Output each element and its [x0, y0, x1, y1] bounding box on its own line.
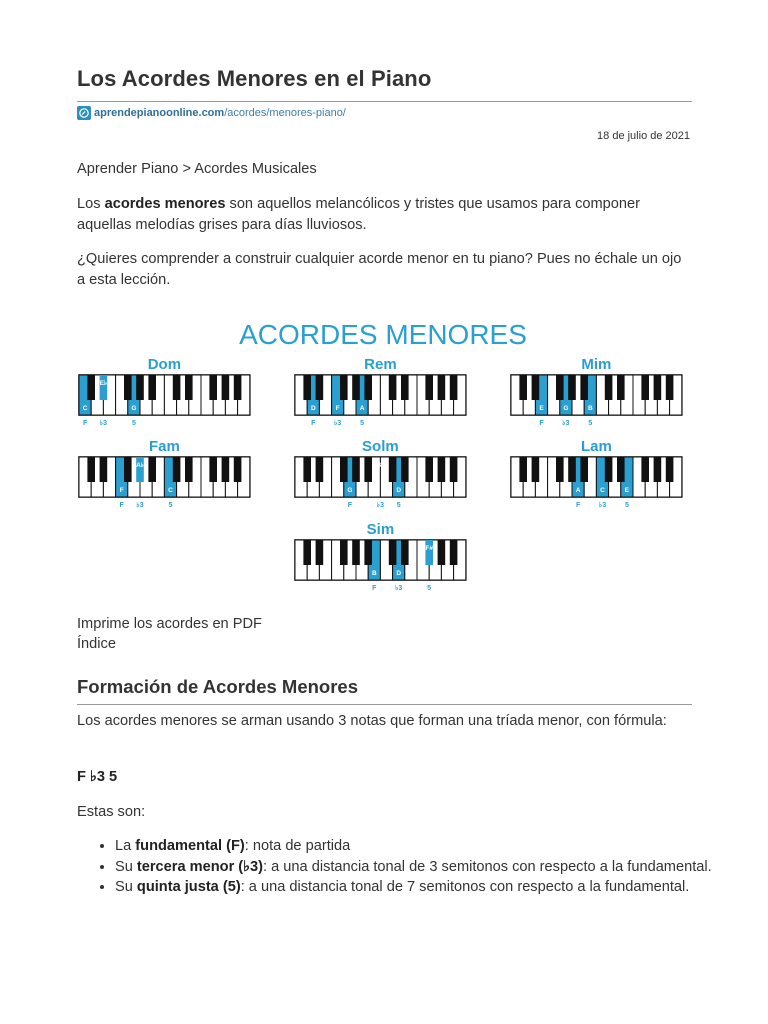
chord-panel — [79, 356, 250, 427]
figure-title: ACORDES MENORES — [239, 319, 527, 350]
chord-panels — [79, 356, 682, 592]
black-key — [148, 457, 156, 482]
black-key — [209, 457, 217, 482]
black-key — [124, 375, 132, 400]
degree-label: ♭3 — [136, 502, 144, 509]
list-item — [115, 836, 715, 857]
black-key — [234, 375, 242, 400]
black-key — [654, 457, 662, 482]
publish-date: 18 de julio de 2021 — [597, 130, 690, 142]
black-key — [303, 540, 311, 565]
page-title: Los Acordes Menores en el Piano — [77, 66, 432, 91]
title-divider — [77, 101, 692, 102]
black-key — [568, 457, 576, 482]
note-label: C — [82, 405, 88, 412]
black-key — [209, 375, 217, 400]
chord-name: Solm — [362, 438, 399, 455]
list-item-term: quinta justa (5) — [136, 879, 241, 895]
black-key — [185, 457, 193, 482]
chord-panel — [295, 521, 466, 592]
chord-formula: F ♭3 5 — [77, 769, 118, 785]
source-domain[interactable]: aprendepianoonline.com — [94, 107, 225, 119]
black-key — [438, 375, 446, 400]
black-key — [352, 375, 360, 400]
black-key — [185, 375, 193, 400]
black-key — [617, 457, 625, 482]
black-key — [519, 457, 527, 482]
black-key — [352, 457, 360, 482]
degree-label: 5 — [131, 420, 136, 427]
note-label: B — [587, 405, 593, 412]
note-label: G — [131, 405, 137, 412]
degree-label: 5 — [427, 585, 432, 592]
black-key — [173, 375, 181, 400]
question-paragraph: ¿Quieres comprender a construir cualquier acorde menor en tu piano? Pues no échale un ojo a esta lección. — [77, 251, 682, 288]
black-key — [641, 457, 649, 482]
black-key — [556, 375, 564, 400]
degree-label: F — [119, 502, 124, 509]
black-key — [352, 540, 360, 565]
black-key — [568, 375, 576, 400]
note-label: F — [119, 487, 124, 494]
note-label: A♭ — [136, 462, 144, 469]
black-key — [316, 540, 324, 565]
black-key — [364, 375, 372, 400]
black-key — [425, 457, 433, 482]
black-key — [401, 540, 409, 565]
note-label: D — [310, 405, 316, 412]
degree-label: ♭3 — [395, 585, 403, 592]
note-label: D — [396, 570, 402, 577]
degree-label: 5 — [588, 420, 593, 427]
black-key — [654, 375, 662, 400]
note-label: A — [575, 487, 581, 494]
degree-label: ♭3 — [99, 420, 108, 427]
black-key — [222, 375, 230, 400]
interval-list — [77, 836, 715, 898]
chord-panel — [79, 438, 250, 509]
degree-label: F — [347, 502, 353, 509]
chord-name: Fam — [148, 438, 180, 455]
note-label: E — [624, 487, 630, 494]
black-key — [87, 375, 95, 400]
note-label: B — [371, 570, 377, 577]
black-key — [124, 457, 132, 482]
black-key — [316, 457, 324, 482]
note-label: E — [539, 405, 544, 412]
black-key — [389, 457, 397, 482]
black-key — [364, 457, 372, 482]
note-label: E♭ — [99, 380, 108, 387]
black-key — [425, 540, 433, 565]
black-key — [303, 375, 311, 400]
black-key — [389, 540, 397, 565]
black-key — [136, 457, 144, 482]
black-key — [605, 457, 613, 482]
list-item-term: fundamental (F) — [135, 838, 245, 854]
black-key — [100, 457, 108, 482]
black-key — [666, 457, 674, 482]
black-key — [340, 540, 348, 565]
section-heading: Formación de Acordes Menores — [77, 676, 358, 697]
degree-label: ♭3 — [562, 420, 570, 427]
black-key — [532, 375, 540, 400]
chord-name: Sim — [366, 521, 395, 538]
black-key — [136, 375, 144, 400]
black-key — [556, 457, 564, 482]
chord-name: Mim — [581, 356, 612, 373]
list-item — [115, 857, 715, 878]
note-label: F — [335, 405, 340, 412]
list-item-prefix: La — [115, 838, 136, 854]
chord-panel — [295, 438, 466, 509]
intro-text-after: son aquellos melancólicos y tristes que usamos para componer aquellas melodías grises para días lluviosos. — [77, 196, 640, 233]
degree-label: F — [82, 420, 88, 427]
note-label: C — [600, 487, 605, 494]
degree-label: 5 — [360, 420, 365, 427]
degree-label: F — [575, 502, 581, 509]
chord-name: Rem — [364, 356, 397, 373]
breadcrumb: Aprender Piano > Acordes Musicales — [77, 161, 317, 177]
list-item-desc: : a una distancia tonal de 3 semitonos con respecto a la fundamental. — [263, 858, 712, 875]
degree-label: ♭3 — [598, 502, 607, 509]
black-key — [580, 457, 588, 482]
black-key — [148, 375, 156, 400]
intro-paragraph — [77, 194, 692, 235]
degree-label: 5 — [624, 502, 629, 509]
black-key — [438, 457, 446, 482]
chord-panel — [295, 356, 466, 427]
chord-name: Dom — [147, 356, 182, 373]
black-key — [340, 375, 348, 400]
source-link[interactable] — [77, 106, 346, 120]
intro-text-before: Los — [77, 196, 105, 212]
note-label: G — [347, 487, 353, 494]
globe-icon — [77, 106, 91, 120]
black-key — [605, 375, 613, 400]
black-key — [450, 375, 458, 400]
black-key — [666, 375, 674, 400]
black-key — [100, 375, 108, 400]
section-intro: Los acordes menores se arman usando 3 notas que forman una tríada menor, con fórmula: — [77, 713, 667, 729]
intro-bold-term: acordes menores — [104, 196, 226, 212]
black-key — [425, 375, 433, 400]
black-key — [303, 457, 311, 482]
list-item-term: tercera menor (♭3) — [136, 858, 264, 875]
note-label: F# — [425, 545, 433, 552]
list-item-desc: : a una distancia tonal de 7 semitonos con respecto a la fundamental. — [240, 879, 690, 895]
black-key — [234, 457, 242, 482]
list-item-prefix: Su — [115, 879, 137, 895]
index-link[interactable]: Índice — [77, 636, 116, 652]
degree-label: 5 — [168, 502, 173, 509]
list-item-prefix: Su — [115, 858, 137, 875]
degree-label: F — [372, 585, 377, 592]
black-key — [401, 375, 409, 400]
black-key — [532, 457, 540, 482]
chord-name: Lam — [580, 438, 612, 455]
black-key — [617, 375, 625, 400]
note-label: C — [168, 487, 173, 494]
degree-label: F — [539, 420, 544, 427]
black-key — [389, 375, 397, 400]
black-key — [580, 375, 588, 400]
note-label: D — [396, 487, 402, 494]
degree-label: ♭3 — [334, 420, 342, 427]
black-key — [364, 540, 372, 565]
note-label: B♭ — [376, 462, 385, 469]
chord-diagram-image — [77, 311, 690, 595]
source-path[interactable]: /acordes/menores-piano/ — [224, 107, 346, 119]
black-key — [450, 457, 458, 482]
degree-label: 5 — [396, 502, 401, 509]
chord-panel — [511, 356, 682, 427]
chord-panel — [511, 438, 682, 509]
degree-label: F — [311, 420, 316, 427]
note-label: G — [563, 405, 569, 412]
black-key — [340, 457, 348, 482]
degree-label: ♭3 — [376, 502, 385, 509]
black-key — [519, 375, 527, 400]
black-key — [87, 457, 95, 482]
list-item-desc: : nota de partida — [244, 838, 351, 854]
black-key — [222, 457, 230, 482]
black-key — [316, 375, 324, 400]
estas-label: Estas son: — [77, 804, 146, 820]
black-key — [641, 375, 649, 400]
black-key — [401, 457, 409, 482]
list-item — [115, 877, 715, 898]
black-key — [438, 540, 446, 565]
black-key — [450, 540, 458, 565]
section-divider — [77, 704, 692, 705]
black-key — [173, 457, 181, 482]
note-label: A — [359, 405, 365, 412]
pdf-link[interactable]: Imprime los acordes en PDF — [77, 616, 262, 632]
